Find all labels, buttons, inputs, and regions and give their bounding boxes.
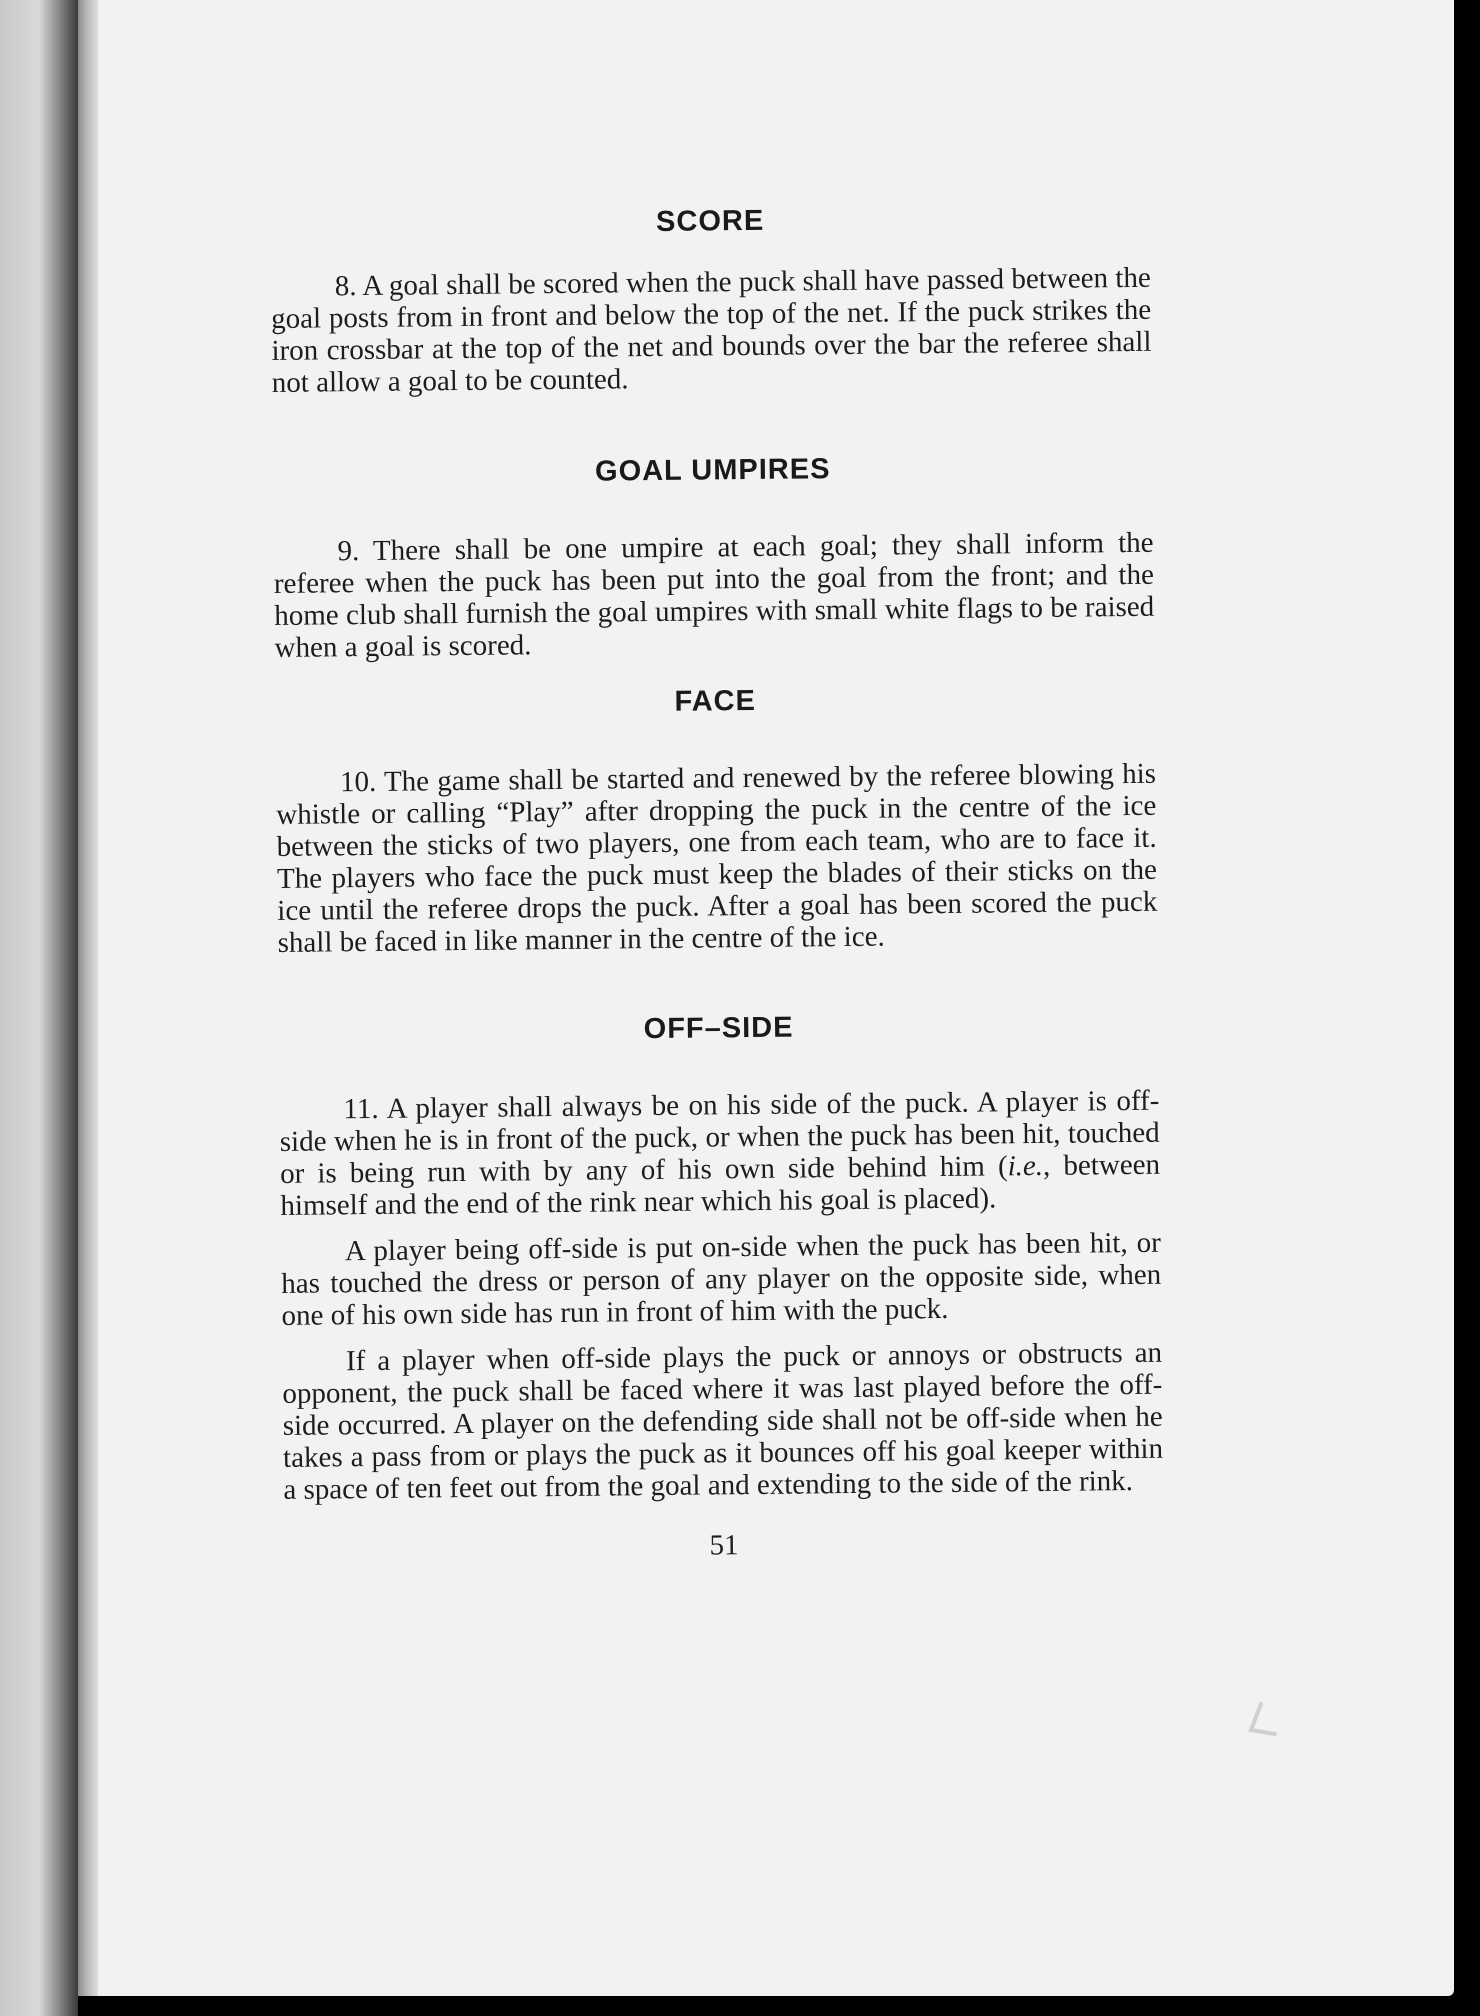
page-number-text: 51 <box>709 1529 739 1562</box>
scan-border <box>1454 0 1480 2016</box>
rule-8-paragraph: 8. A goal shall be scored when the puck shall have passed between the goal posts from in front and below the top of the net. If the puck strikes the iron crossbar at the top of the net and bounds over the bar the referee shall not allow a goal to be counted. <box>270 261 1152 399</box>
rule-11-text-end: , between himself and the end of the rink near which his goal is placed). <box>280 1148 1161 1222</box>
rule-10-paragraph: 10. The game shall be started and renewed by the referee blowing his whistle or calling “Play” after dropping the puck in the centre of the ice between the sticks of two players, one from each team, who are to face it. The players who face the puck must keep the blades of their sticks on the ice until the referee drops the puck. After a goal has been scored the puck shall be faced in like manner in the centre of the ice. <box>276 757 1158 959</box>
heading-score: SCORE <box>655 204 765 238</box>
page-gutter-shadow <box>78 0 98 1996</box>
rule-11-text-start: 11. A player shall always be on his side of the puck. A player is off-side when he is in front of the puck, or when the puck has been hit, touched or is being run with by any of his own side behind him ( <box>279 1084 1160 1190</box>
section-score <box>270 201 1152 399</box>
heading-face: FACE <box>674 684 757 718</box>
section-off-side <box>278 1008 1163 1506</box>
page-text <box>270 201 1164 1567</box>
section-face <box>275 681 1158 959</box>
previous-page-edge <box>0 0 78 2016</box>
rule-11-italic-ie: i.e. <box>1007 1149 1044 1183</box>
heading-goal-umpires: GOAL UMPIRES <box>594 453 831 488</box>
pencil-mark-icon <box>1245 1700 1285 1740</box>
heading-off-side: OFF–SIDE <box>643 1011 794 1046</box>
rule-11-paragraph <box>279 1085 1160 1222</box>
off-side-paragraph-3: If a player when off-side plays the puck or annoys or obstructs an opponent, the puck shall be faced where it was last played before the off-side occurred. A player on the defending side shall not be off-side when he takes a pass from or plays the puck as it bounces off his goal keeper within a space of ten feet out from the goal and extending to the side of the rink. <box>282 1336 1164 1506</box>
section-goal-umpires <box>273 450 1155 664</box>
rule-9-paragraph: 9. There shall be one umpire at each goal; they shall inform the referee when the puck has been put into the goal from the front; and the home club shall furnish the goal umpires with small white flags to be raised when a goal is scored. <box>273 526 1155 664</box>
off-side-paragraph-2: A player being off-side is put on-side when the puck has been hit, or has touched the dress or person of any player on the opposite side, when one of his own side has run in front of him with the puck. <box>281 1226 1162 1332</box>
